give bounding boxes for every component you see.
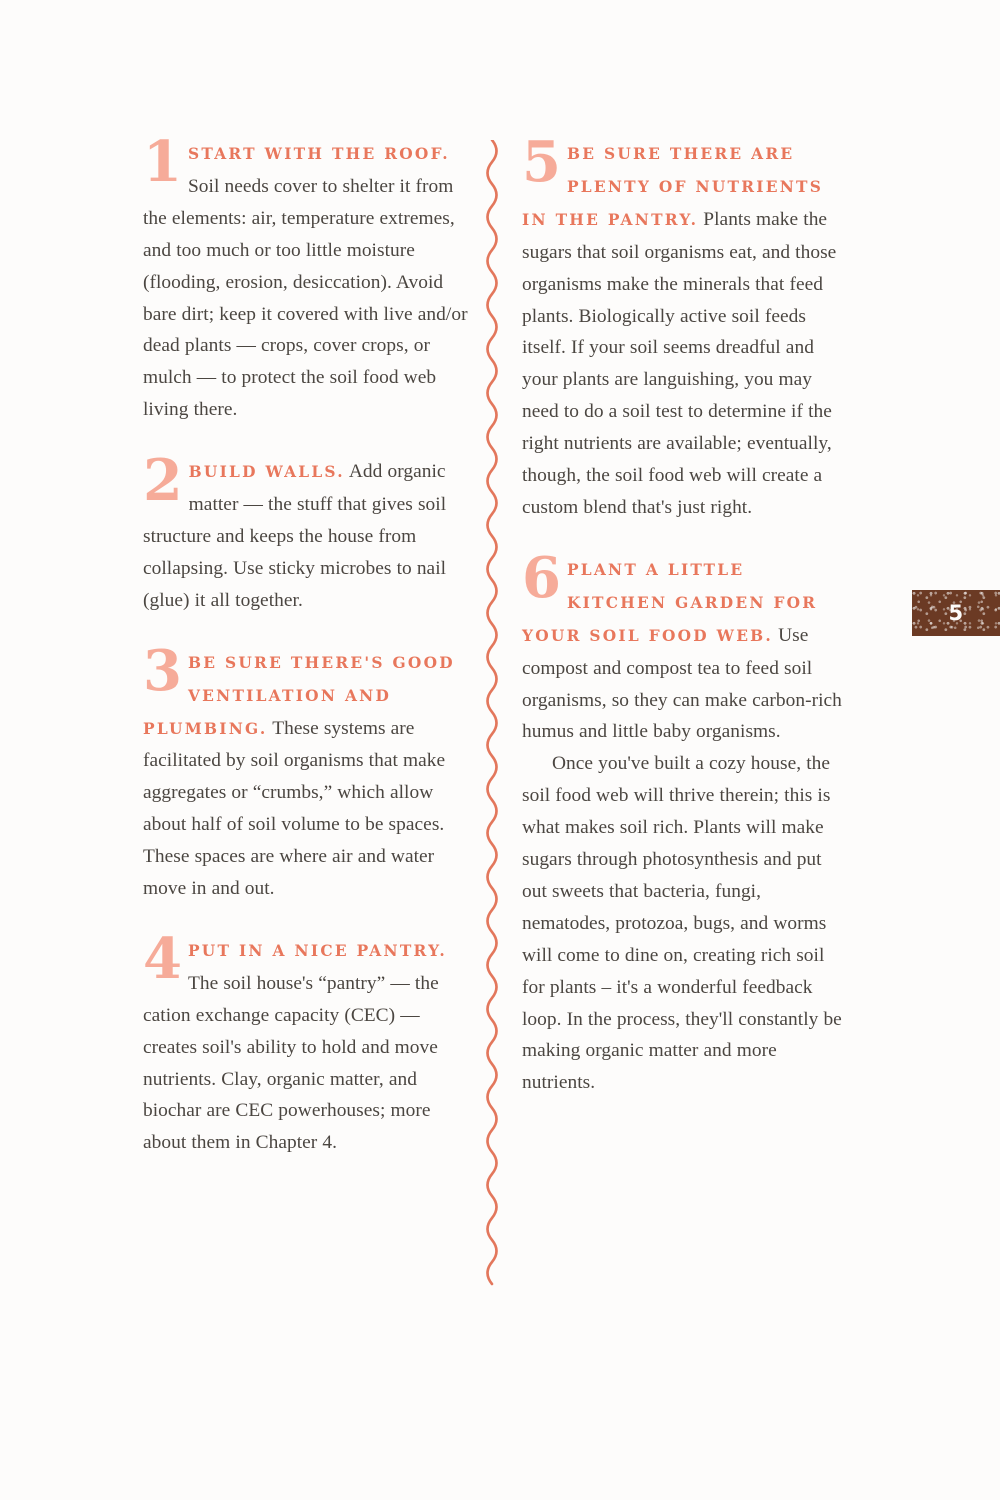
two-column-body [143,129,868,1368]
item-numeral: 2 [143,447,182,515]
item-numeral: 5 [522,129,560,195]
item-numeral: 6 [522,544,560,611]
item-text [143,447,470,617]
item-body-continued: Once you've built a cozy house, the soil food web will thrive therein; this is what makes soil rich. Plants will make sugars through photosynthesis and put out sweets that bacteria, fungi, nematodes, protozoa, bugs, and worms will come to dine on, creating rich soil for plants – it's a wonderful feedback loop. In the process, they'll constantly be making organic matter and more nutrients. [522,753,842,1094]
item-text [522,129,849,524]
item-body: These systems are facilitated by soil organisms that make aggregates or “crumbs,” which allow about half of soil volume to be spaces. These spaces are where air and water move in and out. [143,717,446,900]
item-body: Add organic matter — the stuff that gives soil structure and keeps the house from collapsing. Use sticky microbes to nail (glue) it all together. [143,461,447,611]
list-item [143,925,470,1159]
item-numeral: 3 [143,637,181,704]
right-column [522,129,849,1099]
page-number-badge [912,590,1000,636]
list-item [522,544,849,1099]
left-column [143,129,470,1159]
item-text [143,129,470,426]
item-text [143,925,470,1159]
item-body: The soil house's “pantry” — the cation exchange capacity (CEC) — creates soil's ability to hold and move nutrients. Clay, organic matter, and biochar are CEC powerhouses; more about them in Chapter 4. [143,972,439,1154]
item-body: Soil needs cover to shelter it from the elements: air, temperature extremes, and too much or too little moisture (flooding, erosion, desiccation). Avoid bare dirt; keep it covered with live and/or dead plants — crops, cover crops, or mulch — to protect the soil food web living there. [143,175,468,421]
item-numeral: 1 [143,129,181,195]
list-item [143,447,470,617]
item-numeral: 4 [143,925,181,992]
item-body: Plants make the sugars that soil organisms eat, and those organisms make the minerals that feed plants. Biologically active soil feeds itself. If your soil seems dreadful and your plants are languishing, you may need to do a soil test to determine if the right nutrients are available; eventually, though, the soil food web will create a custom blend that's just right. [522,208,837,518]
item-heading: BUILD WALLS. [188,463,345,482]
item-body: Use compost and compost tea to feed soil organisms, so they can make carbon-rich humus and little baby organisms. [522,624,842,743]
item-heading: PLANT A LITTLE KITCHEN GARDEN FOR YOUR SOIL FOOD WEB. [522,560,818,645]
list-item [143,637,470,905]
item-heading: BE SURE THERE ARE PLENTY OF NUTRIENTS IN THE PANTRY. [522,145,824,229]
item-heading: START WITH THE ROOF. [187,145,450,163]
item-heading: PUT IN A NICE PANTRY. [187,941,447,960]
item-heading: BE SURE THERE'S GOOD VENTILATION AND PLUMBING. [143,653,455,738]
item-text [143,637,470,905]
list-item [143,129,470,426]
page-number: 5 [948,600,964,625]
wavy-vertical-divider [479,140,505,1336]
list-item [522,129,849,524]
item-text [522,544,849,1099]
